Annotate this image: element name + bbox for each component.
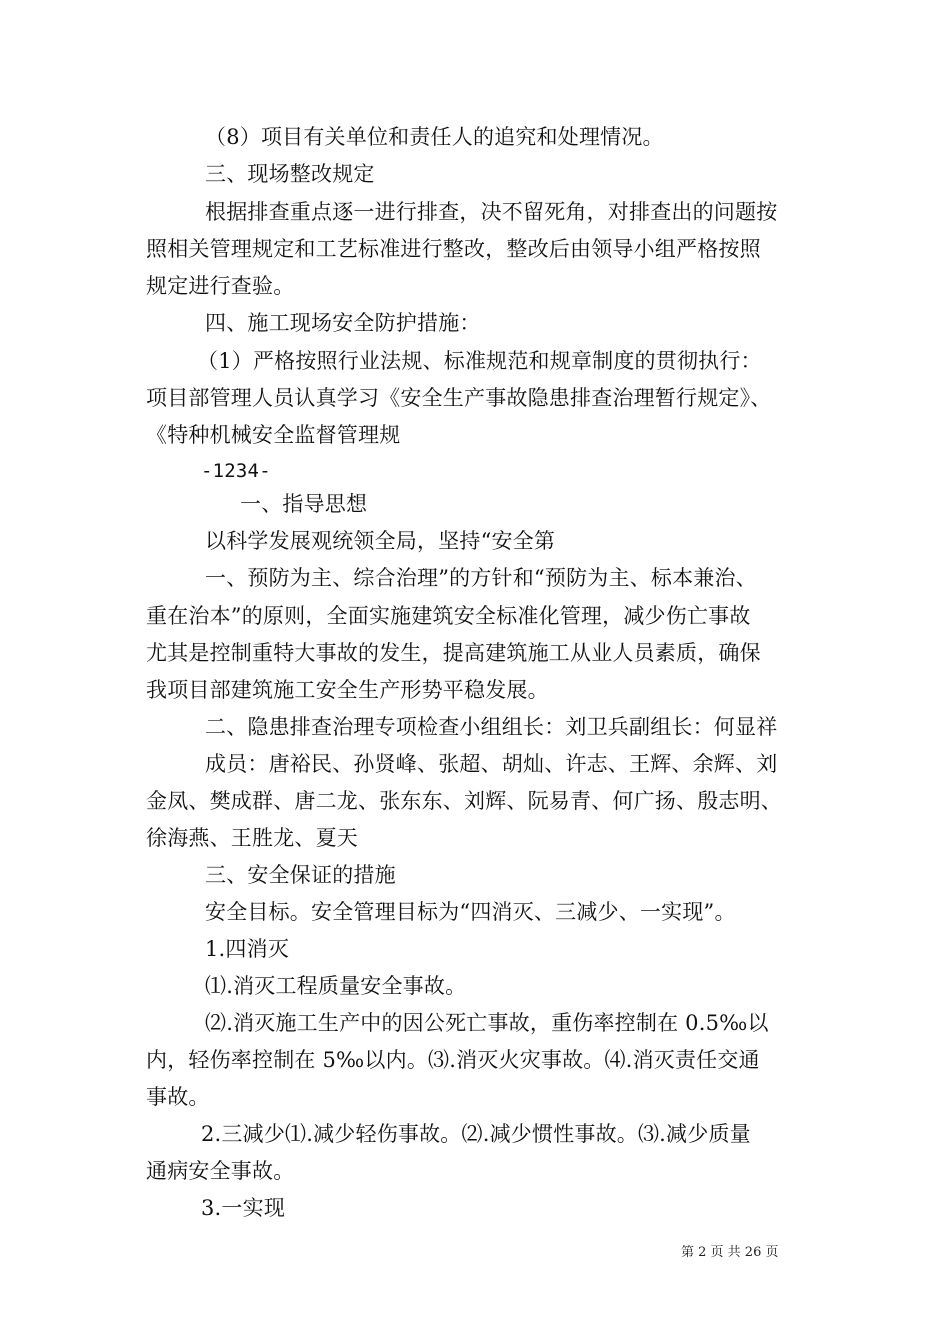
text-line-25: ⑵.消灭施工生产中的因公死亡事故，重伤率控制在 0.5‰以 [205,1011,769,1035]
section-heading-site-rectification: 三、现场整改规定 [205,162,375,186]
text-line-12: 以科学发展观统领全局，坚持“安全第 [205,529,556,553]
text-line-20: 徐海燕、王胜龙、夏天 [146,826,358,850]
subheading-one-realization: 3.一实现 [201,1196,286,1220]
text-line-1: （8）项目有关单位和责任人的追究和处理情况。 [205,125,664,149]
subheading-three-reductions: 2.三减少⑴.减少轻伤事故。⑵.减少惯性事故。⑶.减少质量 [201,1122,751,1146]
text-line-13: 一、预防为主、综合治理”的方针和“预防为主、标本兼治、 [205,566,757,590]
text-line-27: 事故。 [146,1085,210,1109]
page-separator: -1234- [201,460,271,482]
section-heading-safety-measures: 四、施工现场安全防护措施： [205,311,481,335]
section-heading-inspection-group: 二、隐患排查治理专项检查小组组长：刘卫兵副组长：何显祥 [205,715,778,739]
text-line-22: 安全目标。安全管理目标为“四消灭、三减少、一实现”。 [205,900,736,924]
text-line-4: 照相关管理规定和工艺标准进行整改，整改后由领导小组严格按照 [146,237,761,261]
text-line-29: 通病安全事故。 [146,1159,295,1183]
text-line-26: 内，轻伤率控制在 5‰以内。⑶.消灭火灾事故。⑷.消灭责任交通 [146,1048,760,1072]
text-line-8: 项目部管理人员认真学习《安全生产事故隐患排查治理暂行规定》、 [146,386,772,410]
subheading-four-eliminations: 1.四消灭 [205,937,290,961]
text-line-5: 规定进行查验。 [146,274,295,298]
section-heading-safety-guarantee: 三、安全保证的措施 [205,863,396,887]
text-line-18: 成员：唐裕民、孙贤峰、张超、胡灿、许志、王辉、余辉、刘 [205,752,778,776]
text-line-15: 尤其是控制重特大事故的发生，提高建筑施工从业人员素质，确保 [146,641,761,665]
section-heading-guiding-ideology: 一、指导思想 [240,492,368,516]
text-line-14: 重在治本”的原则，全面实施建筑安全标准化管理，减少伤亡事故 [146,604,751,628]
page-number-footer: 第 2 页 共 26 页 [681,1245,779,1260]
text-line-9: 《特种机械安全监督管理规 [146,423,401,447]
text-line-16: 我项目部建筑施工安全生产形势平稳发展。 [146,678,549,702]
text-line-7: （1）严格按照行业法规、标准规范和规章制度的贯彻执行： [197,349,762,373]
text-line-24: ⑴.消灭工程质量安全事故。 [205,974,467,998]
text-line-19: 金凤、樊成群、唐二龙、张东东、刘辉、阮易青、何广扬、殷志明、 [146,789,782,813]
text-line-3: 根据排查重点逐一进行排查，决不留死角，对排查出的问题按 [205,200,778,224]
